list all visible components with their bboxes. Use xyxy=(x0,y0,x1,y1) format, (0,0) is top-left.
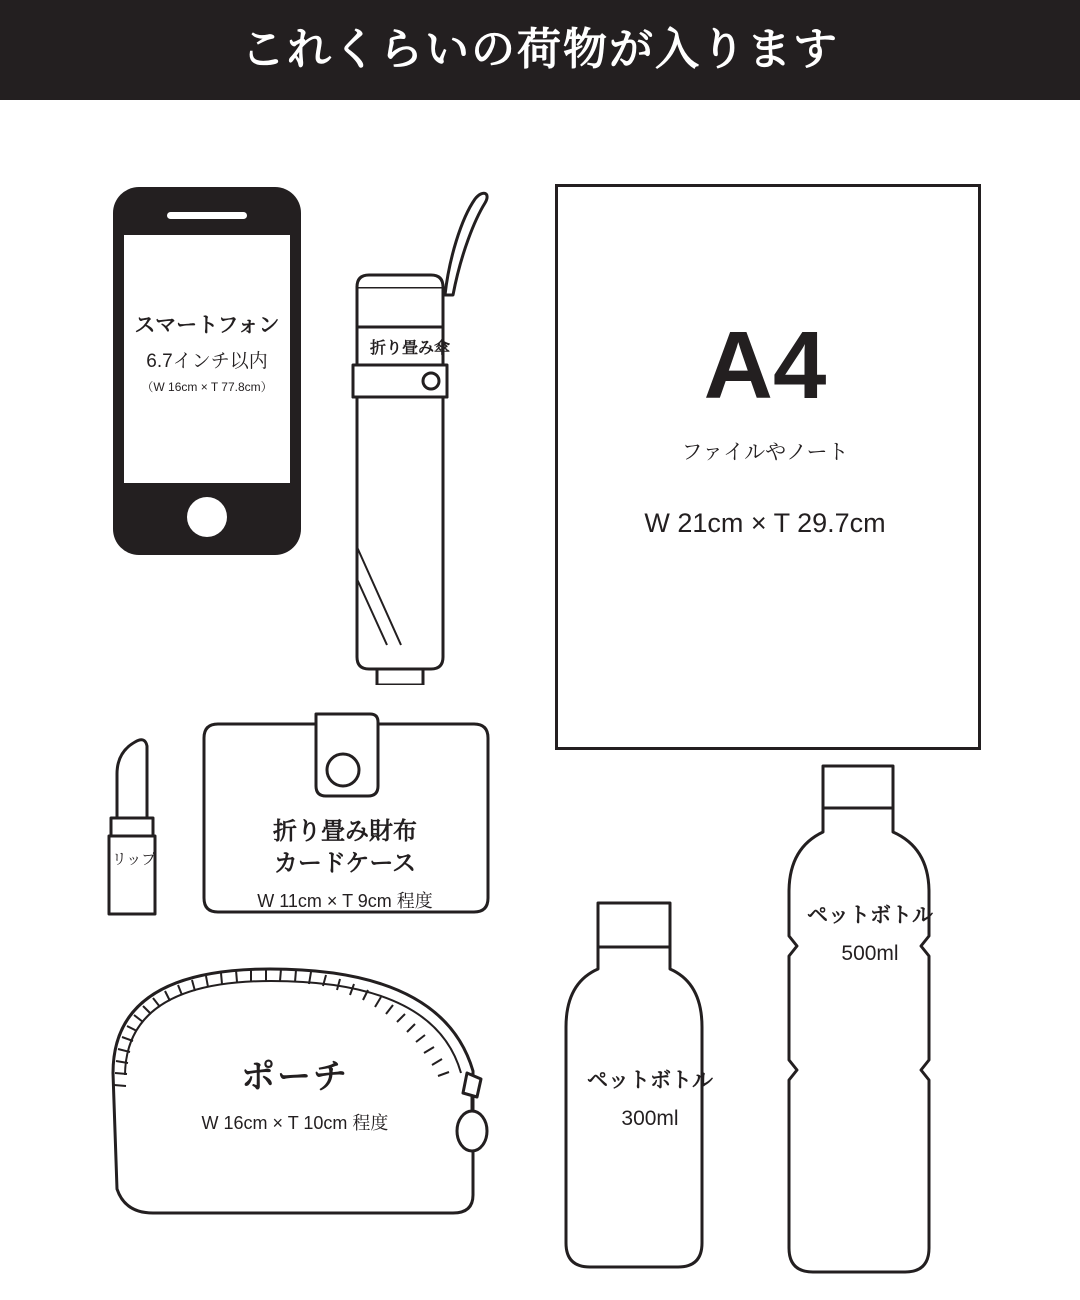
pouch-name: ポーチ xyxy=(241,1058,349,1096)
bottle-300-label xyxy=(540,1067,760,1134)
header-bar xyxy=(0,0,1080,100)
wallet-name-line2: カードケース xyxy=(273,850,417,878)
umbrella-name: 折り畳み傘 xyxy=(369,340,450,357)
bottle-300-volume: 300ml xyxy=(621,1107,679,1131)
phone-speaker-icon xyxy=(167,212,247,219)
a4-dimensions: W 21cm × T 29.7cm xyxy=(644,508,886,538)
wallet-dimensions: W 11cm × T 9cm 程度 xyxy=(257,890,433,911)
bottle-500-volume: 500ml xyxy=(841,942,899,966)
umbrella-label xyxy=(350,338,470,360)
smartphone-label xyxy=(113,312,301,395)
wallet-label xyxy=(190,816,500,913)
bottle-500-illustration xyxy=(765,760,965,1300)
umbrella-illustration xyxy=(335,175,505,685)
bottle-500-label xyxy=(760,902,980,969)
phone-home-button-icon xyxy=(187,497,227,537)
smartphone-name: スマートフォン xyxy=(134,314,280,337)
bottle-500-name: ペットボトル xyxy=(807,904,933,927)
illustration-stage xyxy=(0,100,1080,1296)
a4-label xyxy=(555,184,975,744)
a4-subtitle: ファイルやノート xyxy=(681,441,849,464)
lipstick-illustration xyxy=(95,730,175,920)
lipstick-label xyxy=(94,850,174,870)
wallet-name-line1: 折り畳み財布 xyxy=(273,818,417,845)
a4-title: A4 xyxy=(703,312,827,419)
smartphone-size: 6.7インチ以内 xyxy=(146,351,268,373)
pouch-dimensions: W 16cm × T 10cm 程度 xyxy=(201,1112,389,1133)
smartphone-dimensions: （W 16cm × T 77.8cm） xyxy=(141,379,273,394)
lipstick-name: リップ xyxy=(111,851,157,868)
bottle-300-name: ペットボトル xyxy=(587,1069,713,1092)
pouch-label xyxy=(130,1055,460,1135)
page-title: これくらいの荷物が入ります xyxy=(241,25,839,74)
